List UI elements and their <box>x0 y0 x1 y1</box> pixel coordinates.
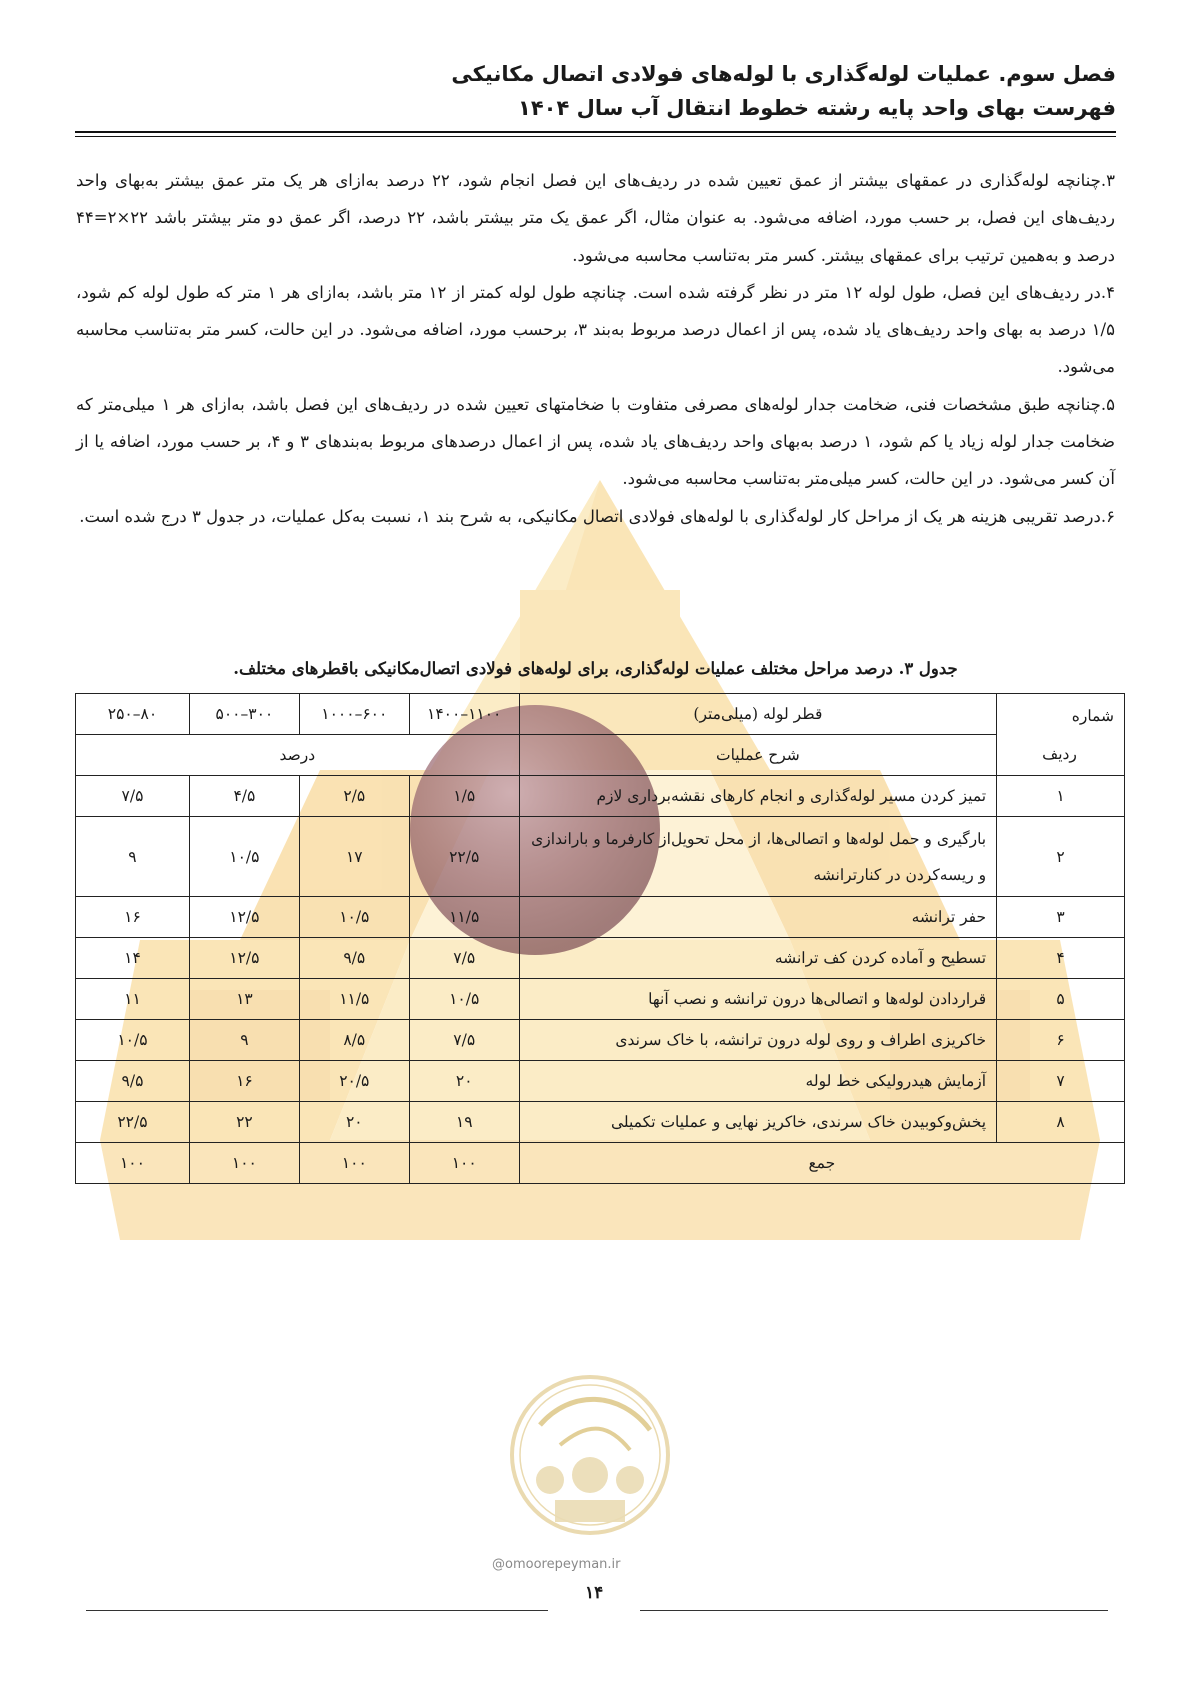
row-value: ۲۲/۵ <box>76 1102 190 1143</box>
omoorepeyman-logo <box>500 1370 680 1545</box>
row-value: ۱۰/۵ <box>76 1020 190 1061</box>
row-number: ۲ <box>997 817 1125 897</box>
document-title: فهرست بهای واحد پایه رشته خطوط انتقال آب سال ۱۴۰۴ <box>518 96 1116 120</box>
table-subheader-row <box>76 735 1125 776</box>
paragraph-5: ۵.چنانچه طبق مشخصات فنی، ضخامت جدار لوله‌های مصرفی متفاوت با ضخامتهای تعیین شده در ردیف‌های این فصل باشد، به‌ازای هر ۱ میلی‌متر که ضخامت جدار لوله زیاد یا کم شود، ۱ درصد به‌بهای واحد ردیف‌های یاد شده، پس از اعمال درصدهای مربوط به‌بندهای ۳ و ۴، بر حسب مورد، اضافه یا از آن کسر می‌شود. در این حالت، کسر میلی‌متر به‌تناسب محاسبه می‌شود. <box>76 394 1115 489</box>
table-row <box>76 1102 1125 1143</box>
row-value: ۲۲/۵ <box>409 817 519 897</box>
paragraph-3: ۳.چنانچه لوله‌گذاری در عمقهای بیشتر از عمق تعیین شده در ردیف‌های این فصل انجام شود، ۲۲ درصد به‌ازای هر یک متر عمق بیشتر به‌بهای واحد ردیف‌های این فصل، بر حسب مورد، اضافه می‌شود. به عنوان مثال، اگر عمق یک متر بیشتر باشد، ۲۲ درصد، اگر عمق دو متر بیشتر باشد ۲۲×۲=۴۴ درصد و به‌همین ترتیب برای عمقهای بیشتر. کسر متر به‌تناسب محاسبه می‌شود. <box>76 171 1115 265</box>
table-row <box>76 938 1125 979</box>
row-value: ۲۰ <box>409 1061 519 1102</box>
table-header-row <box>76 694 1125 735</box>
row-value: ۲۲ <box>189 1102 299 1143</box>
header-description: شرح عملیات <box>519 735 996 776</box>
row-value: ۱۲/۵ <box>189 938 299 979</box>
row-value: ۱۲/۵ <box>189 897 299 938</box>
row-value: ۹ <box>76 817 190 897</box>
row-value: ۹/۵ <box>76 1061 190 1102</box>
header-diameter: قطر لوله (میلی‌متر) <box>519 694 996 735</box>
footer-url: @omoorepeyman.ir <box>492 1557 621 1572</box>
row-description: تمیز کردن مسیر لوله‌گذاری و انجام کارهای نقشه‌برداری لازم <box>519 776 996 817</box>
table-row <box>76 897 1125 938</box>
row-description: پخش‌وکوبیدن خاک سرندی، خاکریز نهایی و عملیات تکمیلی <box>519 1102 996 1143</box>
row-value: ۱۶ <box>189 1061 299 1102</box>
row-value: ۲۰ <box>299 1102 409 1143</box>
total-value: ۱۰۰ <box>299 1143 409 1184</box>
total-value: ۱۰۰ <box>409 1143 519 1184</box>
header-row-number-line1: شماره <box>1071 706 1114 725</box>
row-description: قراردادن لوله‌ها و اتصالی‌ها درون ترانشه و نصب آنها <box>519 979 996 1020</box>
footer-rule-right <box>640 1610 1108 1611</box>
row-description: آزمایش هیدرولیکی خط لوله <box>519 1061 996 1102</box>
header-row-number <box>997 694 1125 776</box>
row-value: ۷/۵ <box>409 938 519 979</box>
header-percent: درصد <box>76 735 520 776</box>
row-description: بارگیری و حمل لوله‌ها و اتصالی‌ها، از محل تحویل‌از کارفرما و باراندازی و ریسه‌کردن در کنارترانشه <box>519 817 996 897</box>
row-value: ۲/۵ <box>299 776 409 817</box>
row-value: ۱۳ <box>189 979 299 1020</box>
footer-rule-left <box>86 1610 548 1611</box>
row-number: ۳ <box>997 897 1125 938</box>
row-number: ۴ <box>997 938 1125 979</box>
row-value: ۱۰/۵ <box>299 897 409 938</box>
header-rule-thick <box>75 131 1116 133</box>
table-row <box>76 817 1125 897</box>
row-value: ۱۱/۵ <box>299 979 409 1020</box>
row-number: ۱ <box>997 776 1125 817</box>
row-value: ۱/۵ <box>409 776 519 817</box>
table-row <box>76 1020 1125 1061</box>
row-value: ۹ <box>189 1020 299 1061</box>
row-number: ۵ <box>997 979 1125 1020</box>
row-value: ۱۶ <box>76 897 190 938</box>
header-diameter-4: ۸۰–۲۵۰ <box>76 694 190 735</box>
row-value: ۱۰/۵ <box>409 979 519 1020</box>
row-value: ۱۹ <box>409 1102 519 1143</box>
row-value: ۱۱ <box>76 979 190 1020</box>
row-value: ۴/۵ <box>189 776 299 817</box>
table-row <box>76 776 1125 817</box>
header-diameter-2: ۶۰۰–۱۰۰۰ <box>299 694 409 735</box>
row-description: تسطیح و آماده کردن کف ترانشه <box>519 938 996 979</box>
row-number: ۶ <box>997 1020 1125 1061</box>
total-label: جمع <box>519 1143 1124 1184</box>
row-number: ۷ <box>997 1061 1125 1102</box>
row-description: خاکریزی اطراف و روی لوله درون ترانشه، با خاک سرندی <box>519 1020 996 1061</box>
header-diameter-1: ۱۱۰۰–۱۴۰۰ <box>409 694 519 735</box>
row-value: ۲۰/۵ <box>299 1061 409 1102</box>
row-value: ۱۰/۵ <box>189 817 299 897</box>
header-row-number-line2: ردیف <box>1042 744 1077 763</box>
row-number: ۸ <box>997 1102 1125 1143</box>
row-value: ۷/۵ <box>409 1020 519 1061</box>
body-text <box>76 162 1115 535</box>
paragraph-4: ۴.در ردیف‌های این فصل، طول لوله ۱۲ متر در نظر گرفته شده است. چنانچه طول لوله کمتر از ۱۲ متر باشد، به‌ازای هر ۱ متر که طول لوله کم شود، ۱/۵ درصد به بهای واحد ردیف‌های یاد شده، پس از اعمال درصد مربوط به‌بند ۳، برحسب مورد، اضافه می‌شود. در این حالت، کسر متر به‌تناسب محاسبه می‌شود. <box>76 282 1115 377</box>
row-value: ۸/۵ <box>299 1020 409 1061</box>
row-description: حفر ترانشه <box>519 897 996 938</box>
table-caption: جدول ۳. درصد مراحل مختلف عملیات لوله‌گذاری، برای لوله‌های فولادی اتصال‌مکانیکی باقطرهای مختلف. <box>233 659 958 678</box>
table-row <box>76 979 1125 1020</box>
header-diameter-3: ۳۰۰–۵۰۰ <box>189 694 299 735</box>
chapter-title: فصل سوم. عملیات لوله‌گذاری با لوله‌های فولادی اتصال مکانیکی <box>451 62 1116 86</box>
row-value: ۷/۵ <box>76 776 190 817</box>
paragraph-6: ۶.درصد تقریبی هزینه هر یک از مراحل کار لوله‌گذاری با لوله‌های فولادی اتصال مکانیکی، به شرح بند ۱، نسبت به‌کل عملیات، در جدول ۳ درج شده است. <box>79 506 1115 526</box>
row-value: ۱۴ <box>76 938 190 979</box>
row-value: ۱۱/۵ <box>409 897 519 938</box>
total-value: ۱۰۰ <box>189 1143 299 1184</box>
operations-percent-table <box>75 693 1125 1184</box>
page-number: ۱۴ <box>585 1583 604 1603</box>
page-header <box>451 58 1116 124</box>
total-value: ۱۰۰ <box>76 1143 190 1184</box>
table-total-row <box>76 1143 1125 1184</box>
row-value: ۹/۵ <box>299 938 409 979</box>
row-value: ۱۷ <box>299 817 409 897</box>
header-rule-thin <box>75 136 1116 137</box>
table-row <box>76 1061 1125 1102</box>
